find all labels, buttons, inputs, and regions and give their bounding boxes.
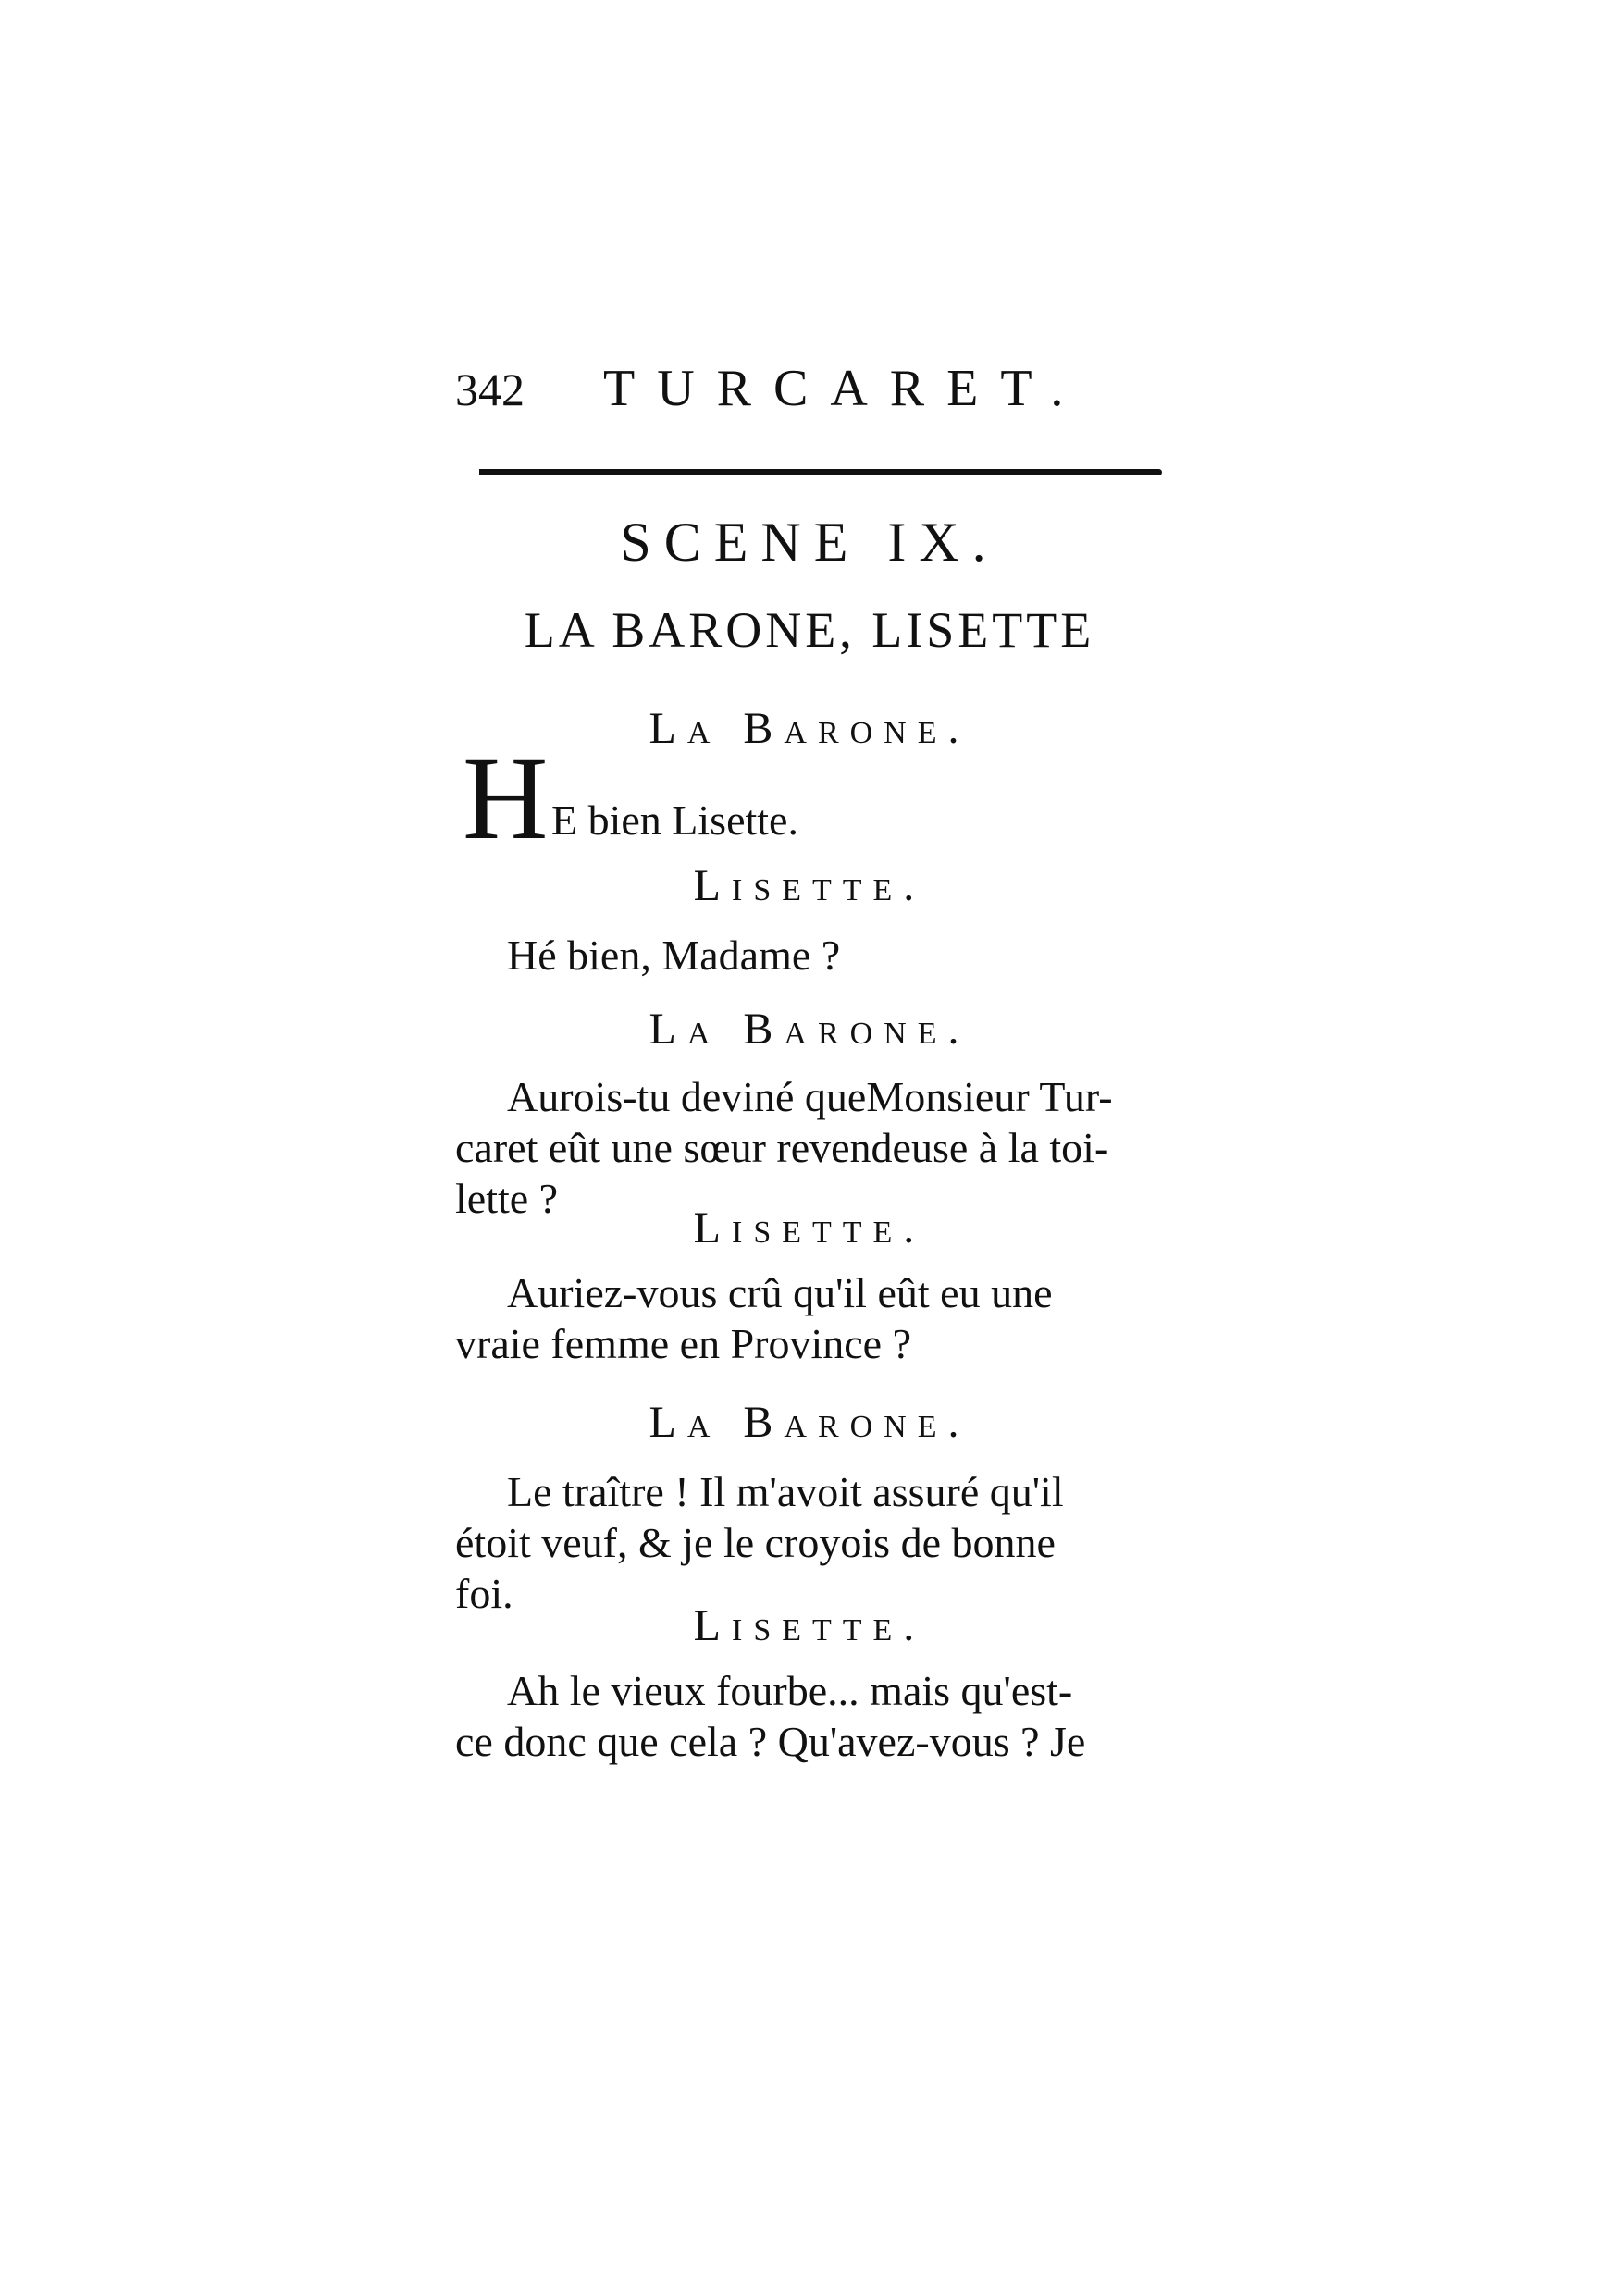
speech-line: caret eût une sœur revendeuse à la toi- — [455, 1124, 1109, 1171]
speech-line: E bien Lisette. — [551, 796, 798, 844]
speech-line: étoit veuf, & je le croyois de bonne — [455, 1519, 1056, 1566]
speech-paragraph — [507, 930, 1221, 981]
speech-line: vraie femme en Province ? — [455, 1320, 911, 1367]
speech-line: Hé bien, Madame ? — [507, 932, 841, 979]
scene-characters: LA BARONE, LISETTE — [524, 602, 1095, 658]
speech-line: lette ? — [455, 1175, 559, 1222]
speaker-name: La Barone. — [649, 704, 970, 753]
speaker-name: Lisette. — [693, 1601, 926, 1650]
speech-line: Aurois-tu deviné queMonsieur Tur- — [507, 1073, 1113, 1120]
speech-line: Le traître ! Il m'avoit assuré qu'il — [507, 1468, 1064, 1515]
page-number: 342 — [455, 364, 525, 415]
speech-line: ce donc que cela ? Qu'avez-vous ? Je — [455, 1718, 1086, 1765]
speaker-name: Lisette. — [693, 1204, 926, 1253]
speaker-name: Lisette. — [693, 861, 926, 910]
page-header — [455, 359, 1177, 424]
scene-title: SCENE IX. — [620, 512, 999, 573]
speech-paragraph — [455, 1267, 1169, 1369]
speaker-name: La Barone. — [649, 1005, 970, 1054]
speech-paragraph — [455, 1665, 1169, 1767]
running-title: TURCARET. — [603, 360, 1086, 417]
speech-line: Ah le vieux fourbe... mais qu'est- — [507, 1667, 1073, 1714]
speech-paragraph — [455, 1071, 1169, 1224]
speech-line: foi. — [455, 1570, 513, 1617]
speaker-name: La Barone. — [649, 1398, 970, 1447]
speech-paragraph — [455, 1466, 1169, 1619]
speech-line: Auriez-vous crû qu'il eût eu une — [507, 1269, 1053, 1316]
header-rule — [479, 469, 1162, 475]
drop-cap-initial: H — [463, 733, 549, 864]
